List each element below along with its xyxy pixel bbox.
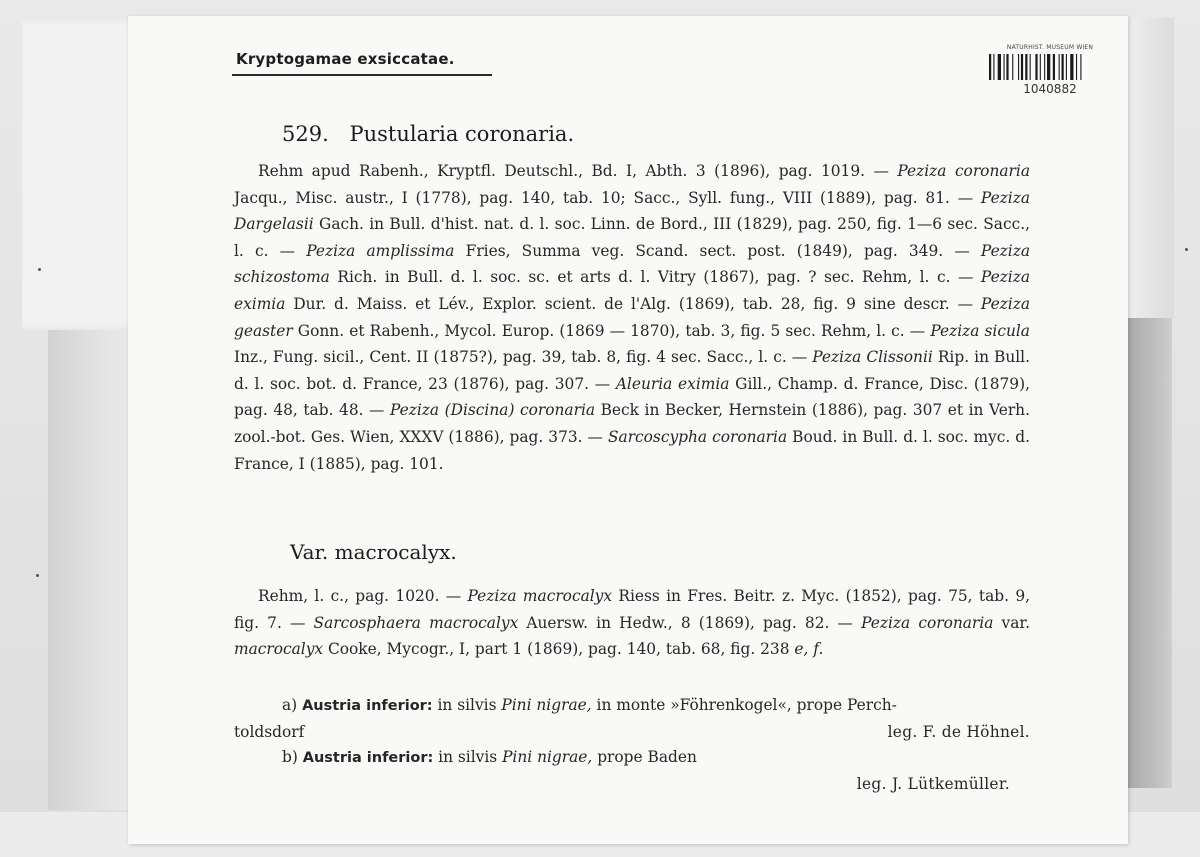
locality-b-line: b) Austria inferior: in silvis Pini nigrae, prope Baden — [282, 748, 697, 766]
variety-heading: Var. macrocalyx. — [290, 540, 457, 564]
variety-synonymy-text-run: Riess in Fres. Beitr. z. Myc. (1852), pag. 75, tab. 9, fig. 7. — — [234, 587, 1031, 632]
species-name: Pustularia coronaria. — [349, 122, 575, 146]
species-number: 529. — [282, 122, 329, 146]
variety-synonymy-taxon-name: e, f. — [794, 640, 824, 659]
synonymy-text-run: Fries, Summa veg. Scand. sect. post. (1849), pag. 349. — — [454, 241, 981, 260]
synonymy-text-run: Gach. in Bull. d'hist. nat. d. l. soc. Linn. de Bord., III (1829), pag. 250, fig. 1—6 sec. Sacc., l. c. — — [234, 215, 1030, 260]
paper-speck — [36, 574, 39, 577]
synonymy-taxon-name: Peziza Dargelasii — [234, 188, 1030, 234]
series-title: Kryptogamae exsiccatae. — [236, 50, 455, 68]
locality-b-host: Pini nigrae, — [502, 748, 593, 766]
synonymy-taxon-name: Peziza sicula — [930, 321, 1030, 340]
locality-b-collector: leg. J. Lütkemüller. — [856, 775, 1010, 793]
synonymy-taxon-name: Peziza (Discina) coronaria — [390, 401, 596, 420]
locality-b — [234, 744, 1034, 797]
locality-a — [234, 692, 1034, 745]
synonymy-text — [234, 162, 1030, 473]
paper-speck — [38, 268, 41, 271]
synonymy-text-run: Boud. in Bull. d. l. soc. myc. d. France, I (1885), pag. 101. — [234, 427, 1031, 473]
locality-a-continuation: toldsdorf leg. F. de Höhnel. — [234, 719, 1034, 745]
synonymy-text-run: Rip. in Bull. d. l. soc. bot. d. France, 23 (1876), pag. 307. — — [234, 348, 1030, 393]
synonymy-text-run: Beck in Becker, Hernstein (1886), pag. 307 et in Verh. zool.-bot. Ges. Wien, XXXV (1886), pag. 373. — — [234, 401, 1030, 446]
variety-synonymy-text-run: Auersw. in Hedw., 8 (1869), pag. 82. — — [518, 613, 862, 632]
locality-a-region: Austria inferior: — [302, 698, 433, 714]
synonymy-text-run: Inz., Fung. sicil., Cent. II (1875?), pag. 39, tab. 8, fig. 4 sec. Sacc., l. c. — — [234, 348, 813, 367]
barcode-label — [980, 44, 1120, 120]
herbarium-label — [128, 16, 1128, 844]
paper-speck — [1185, 248, 1188, 251]
synonymy-taxon-name: Peziza amplissima — [306, 241, 455, 260]
locality-b-region: Austria inferior: — [302, 750, 434, 766]
synonymy-text-run: Dur. d. Maiss. et Lév., Explor. scient. de l'Alg. (1869), tab. 28, fig. 9 sine descr. — — [285, 294, 981, 313]
variety-synonymy-text-run: Rehm, l. c., pag. 1020. — — [258, 587, 468, 605]
variety-synonymy-text-run: Cooke, Mycogr., I, part 1 (1869), pag. 140, tab. 68, fig. 238 — [323, 640, 795, 659]
synonymy-text-run: Rehm apud Rabenh., Kryptfl. Deutschl., Bd. I, Abth. 3 (1896), pag. 1019. — — [258, 162, 898, 180]
background-sheet-left — [22, 18, 142, 330]
synonymy-taxon-name: Sarcoscypha coronaria — [607, 427, 788, 446]
synonymy-taxon-name: Peziza coronaria — [897, 162, 1030, 180]
synonymy-text-run: Jacqu., Misc. austr., I (1778), pag. 140, tab. 10; Sacc., Syll. fung., VIII (1889), pag. 81. — — [234, 188, 981, 207]
synonymy-taxon-name: Aleuria eximia — [615, 374, 730, 393]
synonymy-taxon-name: Peziza eximia — [234, 268, 1030, 313]
synonymy-paragraph — [234, 158, 1030, 477]
synonymy-taxon-name: Peziza schizostoma — [234, 241, 1030, 287]
barcode-caption: NATURHIST. MUSEUM WIEN — [1006, 44, 1094, 51]
barcode-number: 1040882 — [1023, 82, 1077, 96]
variety-synonymy-taxon-name: Sarcosphaera macrocalyx — [313, 613, 519, 632]
variety-synonymy-text — [234, 587, 1030, 658]
variety-synonymy-taxon-name: Peziza macrocalyx — [467, 587, 613, 605]
locality-a-host: Pini nigrae, — [501, 696, 592, 714]
species-heading — [282, 122, 574, 146]
synonymy-taxon-name: Peziza Clissonii — [812, 348, 933, 367]
background-sheet-right-lower — [1128, 318, 1172, 788]
synonymy-taxon-name: Peziza geaster — [234, 294, 1030, 340]
variety-synonymy-text-run: var. — [993, 613, 1030, 632]
series-title-underline — [232, 74, 492, 76]
synonymy-text-run: Gonn. et Rabenh., Mycol. Europ. (1869 — 1870), tab. 3, fig. 5 sec. Rehm, l. c. — — [292, 321, 931, 340]
background-sheet-left-lower — [48, 330, 138, 810]
locality-a-collector: leg. F. de Höhnel. — [887, 723, 1030, 741]
barcode-icon — [987, 53, 1113, 81]
synonymy-text-run: Gill., Champ. d. France, Disc. (1879), pag. 48, tab. 48. — — [234, 374, 1030, 420]
locality-a-line: a) Austria inferior: in silvis Pini nigrae, in monte »Föhrenkogel«, prope Perch- — [282, 696, 897, 714]
variety-synonymy-taxon-name: Peziza coronaria — [861, 613, 994, 632]
background-sheet-right — [1126, 18, 1174, 318]
variety-synonymy-paragraph — [234, 583, 1030, 663]
synonymy-text-run: Rich. in Bull. d. l. soc. sc. et arts d. l. Vitry (1867), pag. ? sec. Rehm, l. c. — — [329, 268, 981, 287]
variety-synonymy-taxon-name: macrocalyx — [234, 640, 324, 659]
